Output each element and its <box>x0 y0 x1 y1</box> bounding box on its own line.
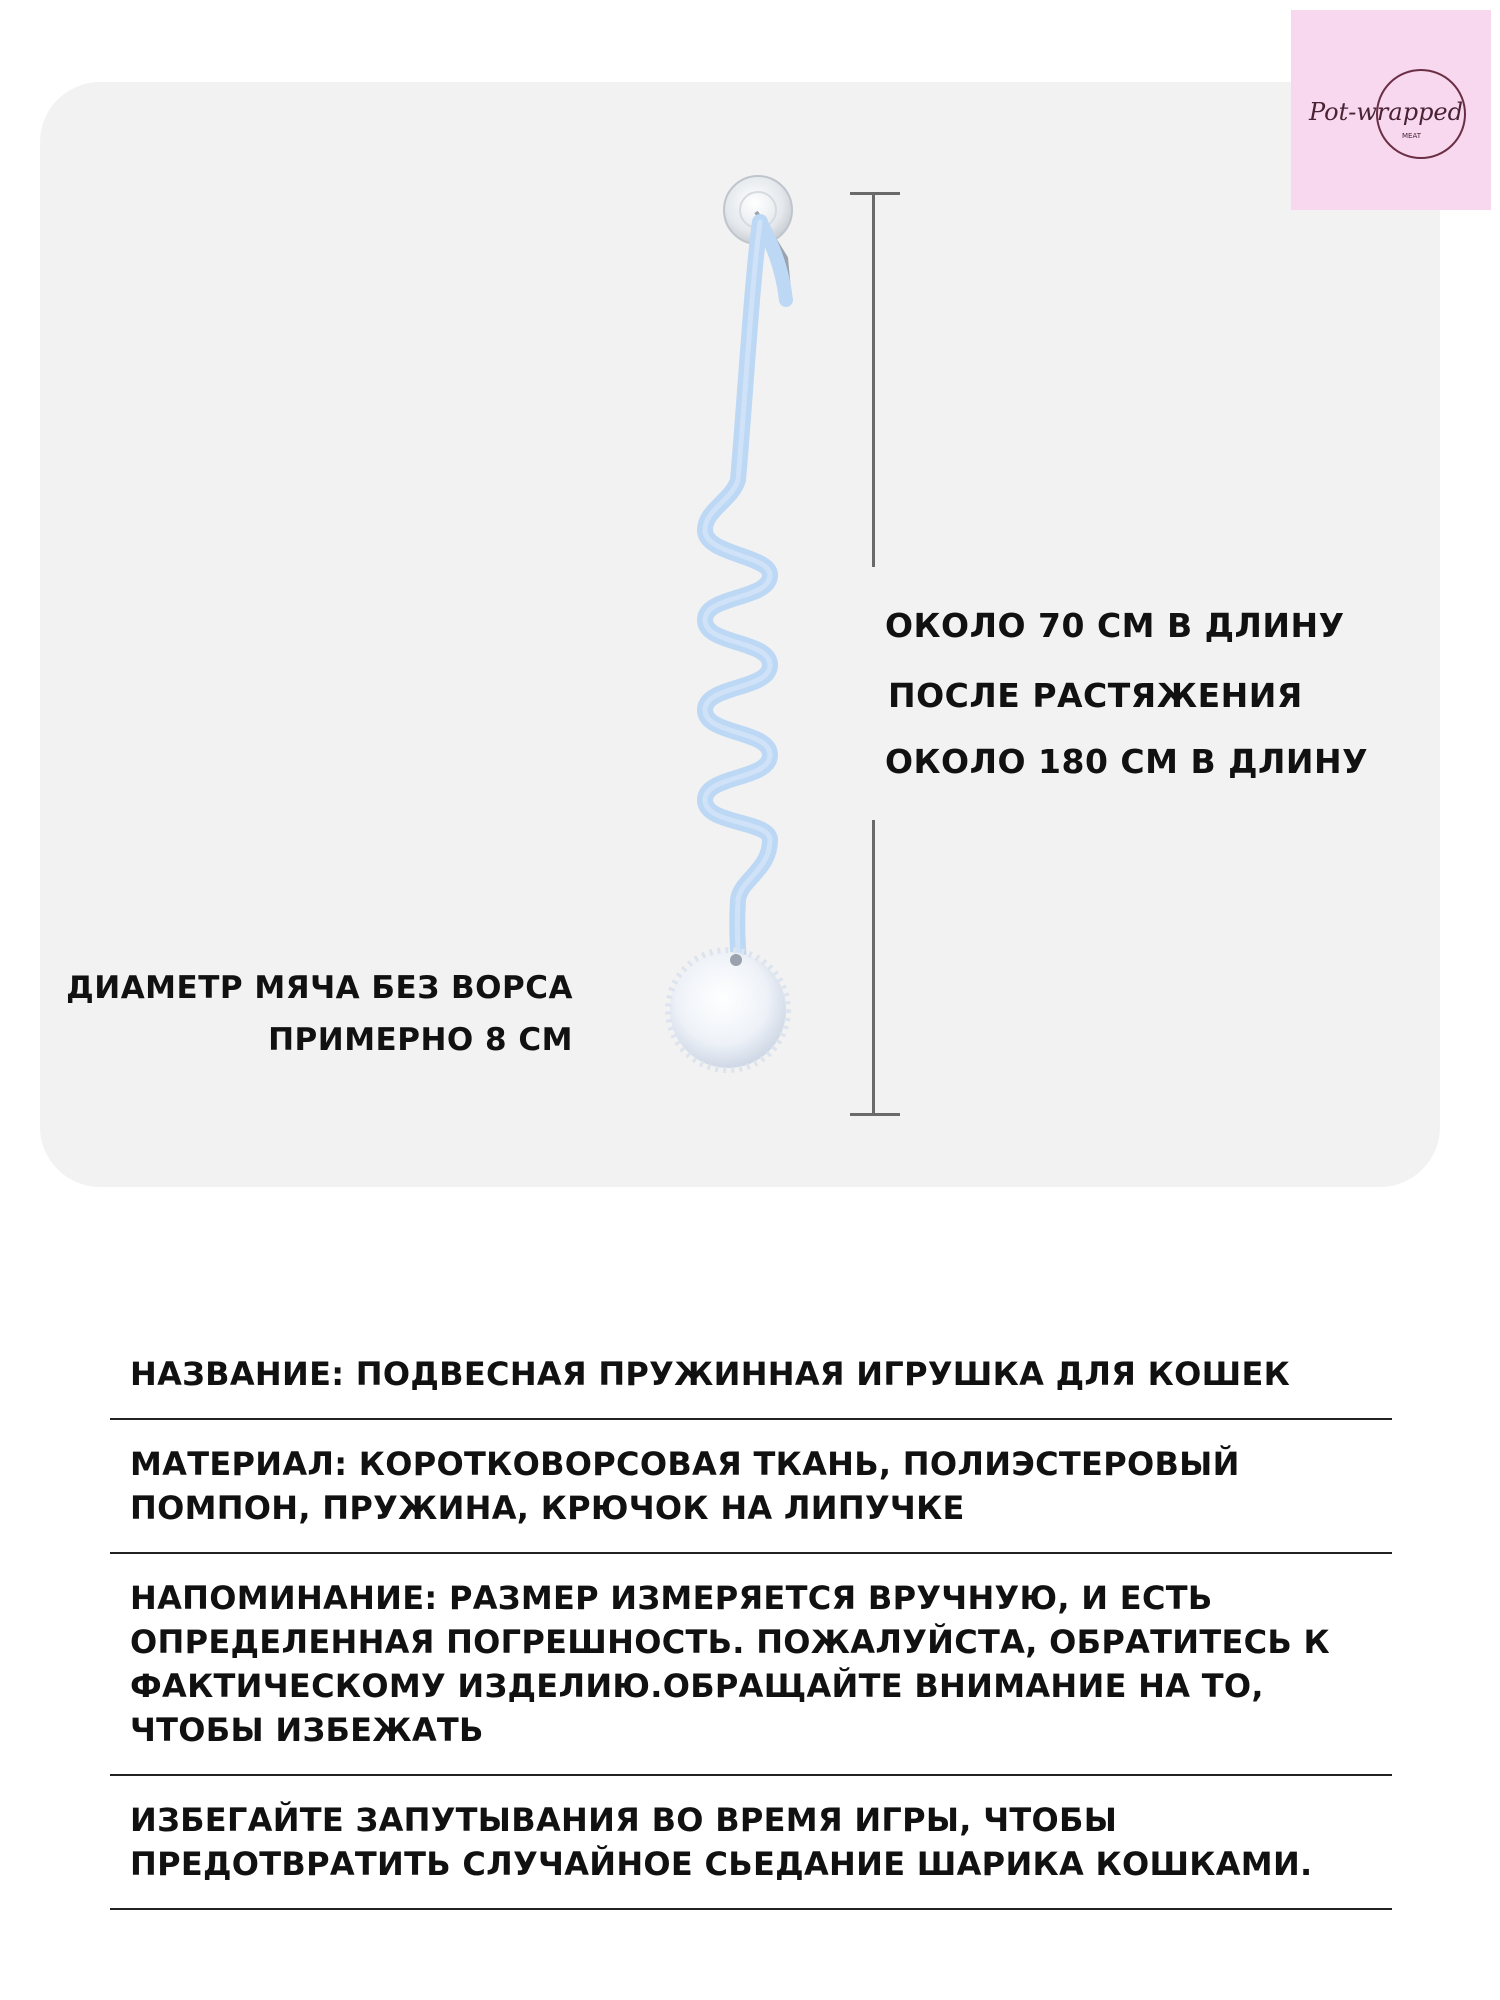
logo-wordmark: Pot-wrapped <box>1309 98 1463 126</box>
spring-cord-icon <box>705 222 786 980</box>
measure-top-cap <box>850 192 900 195</box>
stretch-label: ПОСЛЕ РАСТЯЖЕНИЯ <box>888 676 1303 715</box>
brand-logo <box>1291 10 1491 210</box>
logo-subtext: MEAT <box>1402 132 1421 140</box>
ball-diameter-label-line1: ДИАМЕТР МЯЧА БЕЗ ВОРСА <box>66 970 573 1006</box>
measure-line-upper <box>872 192 875 567</box>
stretched-length-label: ОКОЛО 180 СМ В ДЛИНУ <box>885 742 1369 781</box>
pompom-ball-icon <box>668 950 788 1070</box>
ball-diameter-label-line2: ПРИМЕРНО 8 СМ <box>268 1022 573 1058</box>
spec-name: НАЗВАНИЕ: ПОДВЕСНАЯ ПРУЖИННАЯ ИГРУШКА ДЛЯ КОШЕК <box>110 1330 1392 1420</box>
spec-list <box>110 1330 1392 1910</box>
measure-bottom-cap <box>850 1113 900 1116</box>
measure-line-lower <box>872 820 875 1115</box>
spec-material: МАТЕРИАЛ: КОРОТКОВОРСОВАЯ ТКАНЬ, ПОЛИЭСТЕРОВЫЙ ПОМПОН, ПРУЖИНА, КРЮЧОК НА ЛИПУЧКЕ <box>110 1420 1392 1554</box>
length-label: ОКОЛО 70 СМ В ДЛИНУ <box>885 606 1345 645</box>
spec-reminder: НАПОМИНАНИЕ: РАЗМЕР ИЗМЕРЯЕТСЯ ВРУЧНУЮ, И ЕСТЬ ОПРЕДЕЛЕННАЯ ПОГРЕШНОСТЬ. ПОЖАЛУЙСТА, ОБРАТИТЕСЬ К ФАКТИЧЕСКОМУ ИЗДЕЛИЮ.ОБРАЩАЙТЕ ВНИМАНИЕ НА ТО, ЧТОБЫ ИЗБЕЖАТЬ <box>110 1554 1392 1776</box>
spec-warning: ИЗБЕГАЙТЕ ЗАПУТЫВАНИЯ ВО ВРЕМЯ ИГРЫ, ЧТОБЫ ПРЕДОТВРАТИТЬ СЛУЧАЙНОЕ СЬЕДАНИЕ ШАРИКА КОШКАМИ. <box>110 1776 1392 1910</box>
